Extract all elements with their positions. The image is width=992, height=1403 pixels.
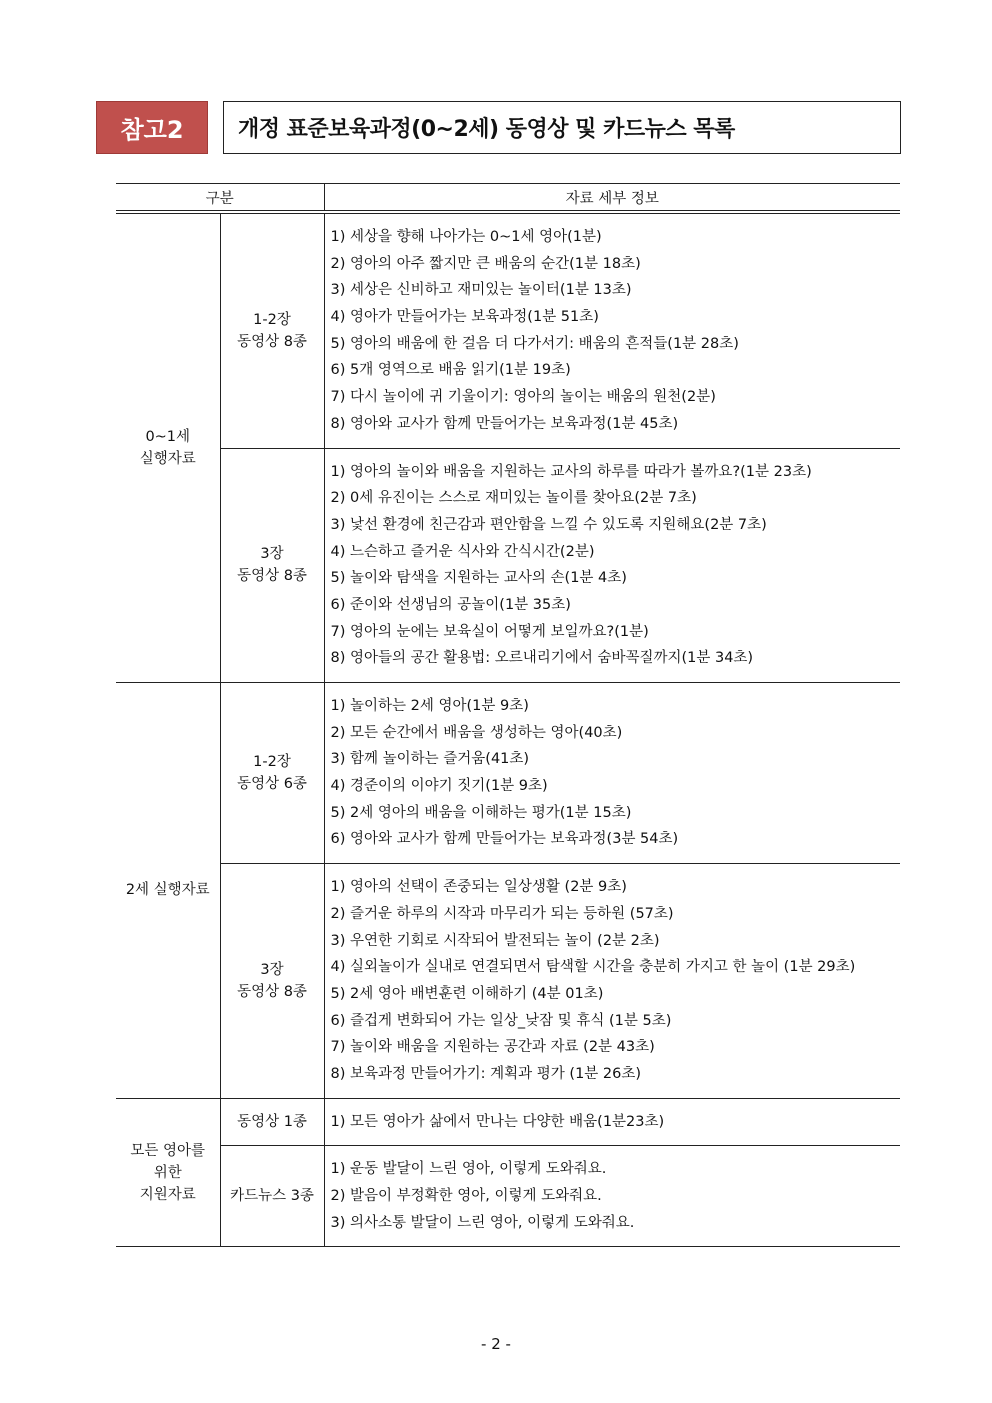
column-header-category: 구분 xyxy=(116,184,324,213)
list-item: 4) 느슨하고 즐거운 식사와 간식시간(2분) xyxy=(330,543,595,560)
list-item: 1) 놀이하는 2세 영아(1분 9초) xyxy=(330,698,529,714)
list-item: 5) 놀이와 탐색을 지원하는 교사의 손(1분 4초) xyxy=(330,570,627,587)
list-item: 4) 실외놀이가 실내로 연결되면서 탐색할 시간을 충분히 가지고 한 놀이 (1분 29초) xyxy=(330,959,856,976)
list-item: 6) 5개 영역으로 배움 읽기(1분 19초) xyxy=(330,362,571,379)
subgroup-label: 1-2장 동영상 6종 xyxy=(220,683,324,864)
page-number: - 2 - xyxy=(481,1335,511,1353)
list-item: 2) 0세 유진이는 스스로 재미있는 놀이를 찾아요(2분 7초) xyxy=(330,490,697,507)
item-list xyxy=(324,1098,900,1146)
subgroup-label: 1-2장 동영상 8종 xyxy=(220,212,324,448)
list-item: 4) 경준이의 이야기 짓기(1분 9초) xyxy=(330,778,548,795)
list-item: 6) 영아와 교사가 함께 만들어가는 보육과정(3분 54초) xyxy=(330,831,679,848)
list-item: 7) 다시 놀이에 귀 기울이기: 영아의 놀이는 배움의 원천(2분) xyxy=(330,389,716,406)
list-item: 5) 2세 영아의 배움을 이해하는 평가(1분 15초) xyxy=(330,804,632,821)
subgroup-label: 카드뉴스 3종 xyxy=(220,1146,324,1247)
list-item: 7) 놀이와 배움을 지원하는 공간과 자료 (2분 43초) xyxy=(330,1039,655,1056)
list-item: 5) 영아의 배움에 한 걸음 더 다가서기: 배움의 흔적들(1분 28초) xyxy=(330,335,739,352)
list-item: 4) 영아가 만들어가는 보육과정(1분 51초) xyxy=(330,309,599,326)
list-item: 3) 우연한 기회로 시작되어 발전되는 놀이 (2분 2초) xyxy=(330,932,660,949)
item-list xyxy=(324,1146,900,1247)
list-item: 3) 의사소통 발달이 느린 영아, 이렇게 도와줘요. xyxy=(330,1214,635,1231)
table-row xyxy=(116,448,900,683)
material-list-table xyxy=(116,183,900,1247)
list-item: 2) 발음이 부정확한 영아, 이렇게 도와줘요. xyxy=(330,1188,602,1204)
list-item: 7) 영아의 눈에는 보육실이 어떻게 보일까요?(1분) xyxy=(330,623,649,640)
item-list xyxy=(324,448,900,683)
table-row xyxy=(116,212,900,448)
list-item: 2) 모든 순간에서 배움을 생성하는 영아(40초) xyxy=(330,724,623,741)
list-item: 1) 운동 발달이 느린 영아, 이렇게 도와줘요. xyxy=(330,1161,607,1178)
reference-badge: 참고2 xyxy=(96,101,208,154)
list-item: 8) 보육과정 만들어가기: 계획과 평가 (1분 26초) xyxy=(330,1065,642,1082)
table-row xyxy=(116,683,900,864)
list-item: 2) 즐거운 하루의 시작과 마무리가 되는 등하원 (57초) xyxy=(330,905,674,922)
table-row xyxy=(116,1098,900,1146)
list-item: 6) 준이와 선생님의 공놀이(1분 35초) xyxy=(330,596,571,613)
item-list xyxy=(324,212,900,448)
list-item: 2) 영아의 아주 짧지만 큰 배움의 순간(1분 18초) xyxy=(330,255,641,272)
list-item: 5) 2세 영아 배변훈련 이해하기 (4분 01초) xyxy=(330,985,604,1002)
category-cell: 모든 영아를 위한 지원자료 xyxy=(116,1098,220,1247)
subgroup-label: 동영상 1종 xyxy=(220,1098,324,1146)
list-item: 8) 영아들의 공간 활용법: 오르내리기에서 숨바꼭질까지(1분 34초) xyxy=(330,650,754,667)
table-row xyxy=(116,864,900,1099)
item-list xyxy=(324,683,900,864)
table-row xyxy=(116,1146,900,1247)
table-body xyxy=(116,212,900,1247)
column-header-details: 자료 세부 정보 xyxy=(324,184,900,213)
item-list xyxy=(324,864,900,1099)
list-item: 1) 영아의 선택이 존중되는 일상생활 (2분 9초) xyxy=(330,879,627,896)
list-item: 3) 낯선 환경에 친근감과 편안함을 느낄 수 있도록 지원해요(2분 7초) xyxy=(330,516,767,533)
table-header-row xyxy=(116,184,900,213)
category-cell: 2세 실행자료 xyxy=(116,683,220,1099)
list-item: 3) 세상은 신비하고 재미있는 놀이터(1분 13초) xyxy=(330,282,632,299)
page-title: 개정 표준보육과정(0~2세) 동영상 및 카드뉴스 목록 xyxy=(223,101,901,154)
category-cell: 0~1세 실행자료 xyxy=(116,212,220,683)
subgroup-label: 3장 동영상 8종 xyxy=(220,448,324,683)
list-item: 1) 세상을 향해 나아가는 0~1세 영아(1분) xyxy=(330,229,602,245)
list-item: 6) 즐겁게 변화되어 가는 일상_낮잠 및 휴식 (1분 5초) xyxy=(330,1012,672,1029)
section-header xyxy=(96,101,901,154)
list-item: 1) 영아의 놀이와 배움을 지원하는 교사의 하루를 따라가 볼까요?(1분 23초) xyxy=(330,463,812,480)
list-item: 1) 모든 영아가 삶에서 만나는 다양한 배움(1분23초) xyxy=(330,1113,665,1130)
list-item: 3) 함께 놀이하는 즐거움(41초) xyxy=(330,751,530,768)
list-item: 8) 영아와 교사가 함께 만들어가는 보육과정(1분 45초) xyxy=(330,415,679,432)
subgroup-label: 3장 동영상 8종 xyxy=(220,864,324,1099)
